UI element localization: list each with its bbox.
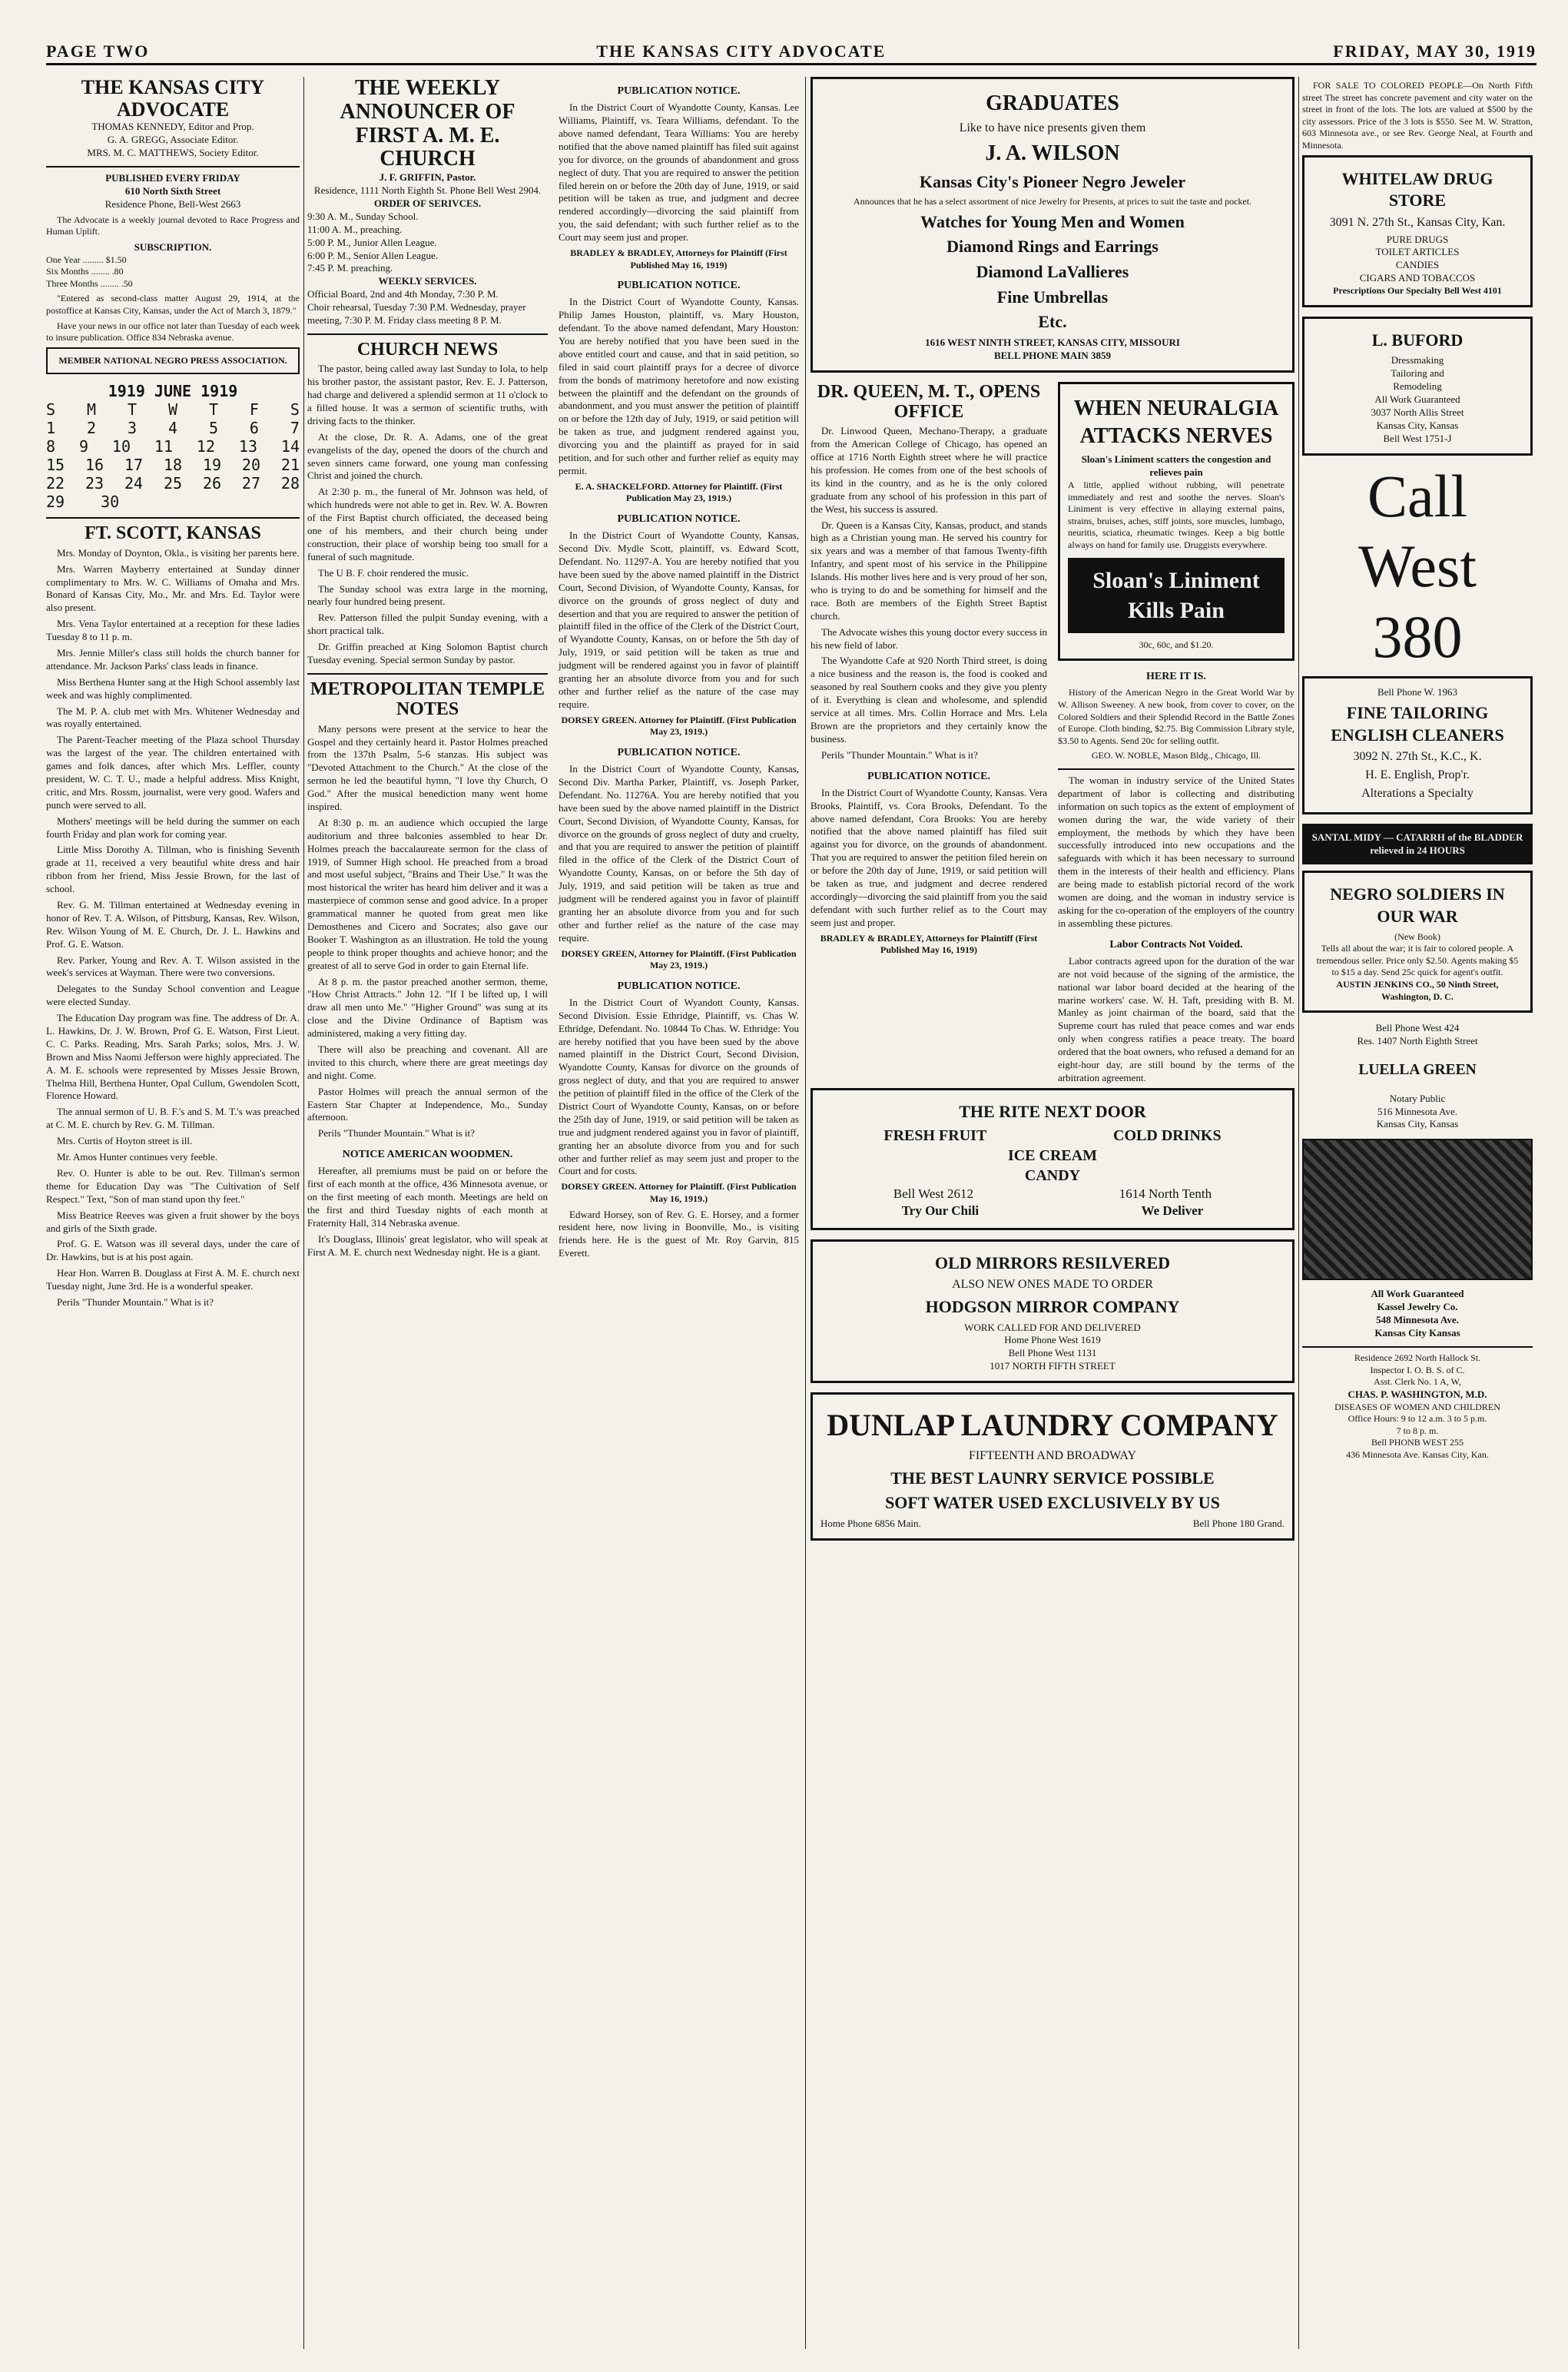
sloans-price: 30c, 60c, and $1.20.: [1139, 639, 1214, 650]
list-item: Kansas City Kansas: [1374, 1327, 1460, 1339]
list-item: Rev. O. Hunter is able to be out. Rev. Tillman's sermon theme for Education Day was "The Cultivation of Self Respect." Text, "Son of man stand upon thy feet.": [46, 1166, 300, 1205]
cal-cell: 3: [127, 419, 138, 438]
list-item: 11:00 A. M., preaching.: [307, 223, 403, 235]
luella-res: Res. 1407 North Eighth Street: [1357, 1035, 1478, 1047]
graduates-ad: [811, 77, 1295, 373]
church-news: [307, 363, 548, 667]
buford-title: L. BUFORD: [1371, 330, 1464, 350]
washington-info: [1302, 1346, 1533, 1388]
here-body: History of the American Negro in the Great World War by W. Allison Sweeney. A new book, from cover to cover, on the Colored Soldiers and their Splendid Record in the Battle Zones of Europe. Cloth binding, $2.75. Big Commission Library style, $3.50 to Agents. Send 20c for selling outfit.: [1058, 687, 1295, 746]
cal-cell: 27: [241, 474, 261, 493]
list-item: Mrs. Warren Mayberry entertained at Sunday dinner complimentary to Mrs. W. C. Williams of Omaha and Mrs. Bonard of Kansas City, Mo., Mr. and Mrs. Ed. Taylor were also present.: [46, 562, 300, 614]
list-item: 3037 North Allis Street: [1371, 406, 1464, 418]
list-item: Miss Berthena Hunter sang at the High School assembly last week and was highly complimented.: [46, 675, 300, 701]
list-item: Office Hours: 9 to 12 a.m. 3 to 5 p.m.: [1348, 1413, 1487, 1425]
list-item: The Parent-Teacher meeting of the Plaza school Thursday was the largest of the year. The children entertained with games and folk dances, after which Mrs. Leffler, county president, W. C. T. U., made a helpful address. Miss Knight, critic, and Mrs. Rossm, journalist, were very good. Wafers and punch were served to all.: [46, 734, 300, 811]
jewelry-line: Watches for Young Men and Women: [920, 211, 1185, 231]
cal-cell: 28: [280, 474, 300, 493]
pastor: J. F. GRIFFIN, Pastor.: [379, 171, 476, 184]
call-ad: [1302, 462, 1533, 671]
cal-cell: 8: [46, 437, 56, 456]
notice-sign: DORSEY GREEN. Attorney for Plaintiff. (First Publication May 23, 1919.): [561, 714, 797, 738]
cal-cell: 5: [208, 419, 218, 438]
list-item: Residence 2692 North Hallock St.: [1354, 1352, 1481, 1363]
luella-ad: [1302, 1022, 1533, 1131]
cal-day: S: [46, 400, 56, 420]
column-1: [46, 77, 300, 2349]
list-item: Bell PHONB WEST 255: [1371, 1437, 1464, 1448]
here-title: HERE IT IS.: [1146, 671, 1206, 683]
list-item: WORK CALLED FOR AND DELIVERED: [964, 1321, 1141, 1333]
list-item: Kassel Jewelry Co.: [1377, 1301, 1458, 1313]
laundry-location: FIFTEENTH AND BROADWAY: [968, 1449, 1137, 1463]
woodmen-title: NOTICE AMERICAN WOODMEN.: [342, 1149, 513, 1161]
luella-sub: Notary Public: [1389, 1092, 1446, 1104]
tailor-ad: [1302, 676, 1533, 814]
list-item: At the close, Dr. R. A. Adams, one of the great evangelists of the day, opened the doors of the church and seven sinners came forward, one young man confessing Christ and joined the church.: [307, 430, 548, 482]
horsey-note: Edward Horsey, son of Rev. G. E. Horsey, and a former resident here, now living in Boonville, Mo., is visiting friends here. He is the guest of Mr. Roy Garvin, 815 Everett.: [559, 1208, 799, 1259]
list-item: Home Phone West 1619: [1004, 1334, 1101, 1346]
tailor-address: 3092 N. 27th St., K.C., K.: [1353, 750, 1482, 764]
rite-fruit: FRESH FRUIT: [883, 1127, 987, 1145]
kassel-ad: [1302, 1288, 1533, 1340]
list-item: Perils "Thunder Mountain." What is it?: [57, 1295, 214, 1308]
list-item: 1017 NORTH FIFTH STREET: [990, 1360, 1116, 1372]
laundry-home-phone: Home Phone 6856 Main.: [820, 1518, 921, 1530]
rite-icecream: ICE CREAM: [1007, 1147, 1098, 1165]
soldiers-ad: [1302, 871, 1533, 1013]
mission: The Advocate is a weekly journal devoted to Race Progress and Human Uplift.: [46, 214, 300, 237]
brooks-notice-sign: BRADLEY & BRADLEY, Attorneys for Plaintiff (First Published May 16, 1919): [820, 932, 1038, 956]
whitelaw-address: 3091 N. 27th St., Kansas City, Kan.: [1329, 215, 1506, 229]
list-item: The Education Day program was fine. The address of Dr. A. L. Hawkins, Dr. J. W. Brown, Prof G. E. Watson, First Lieut. C. C. Parks. Reading, Mrs. Sarah Parks; solos, Mrs. J. W. Brown and Miss Naomi Jefferson were highly appreciated. The A. M. E. schools were represented by Misses Jessie Brown, Thelma Hill, Berthena Hunter, Opal Cullum, Gwendolen Scott, Florence Howard.: [46, 1012, 300, 1102]
cal-cell: 12: [196, 437, 215, 456]
laundry-bell-phone: Bell Phone 180 Grand.: [1192, 1518, 1285, 1530]
list-item: PURE DRUGS: [1386, 233, 1449, 245]
fort-scott-news: [46, 547, 300, 1309]
list-item: 548 Minnesota Ave.: [1376, 1314, 1459, 1326]
notice-sign: DORSEY GREEN. Attorney for Plaintiff. (First Publication May 16, 1919.): [561, 1181, 797, 1204]
fort-scott-title: FT. SCOTT, KANSAS: [46, 517, 300, 543]
neuralgia-body: A little, applied without rubbing, will penetrate immediately and rest and soothe the nerves. Sloan's Liniment is very effective in allaying external pains, strains, bruises, aches, stiff joints, sore muscles, lumbago, neuritis, sciatica, rheumatic twinges. Keep a big bottle always on hand for family use. Druggists everywhere.: [1068, 479, 1285, 551]
staff-2: G. A. GREGG, Associate Editor.: [107, 134, 239, 146]
notice-body: In the District Court of Wyandotte County, Kansas, Second Div. Mydle Scott, plaintiff, vs. Edward Scott, Defendant. No. 11297-A. You are hereby notified that you have been sued by the above named plaintiff in the District Court, Second Division, of Wyandotte County, Kansas, for divorce on the grounds of gross neglect of duty and desertion and that you are required to answer the petition of plaintiff filed in the office of the Clerk of the District Court, of Wyandotte County, Kansas, on or before the 5th day of July, 1919, or said petition will be taken as true and judgment will be rendered against you in favor of plaintiff granting her an absolute divorce from you and for such other and further relief as the nature of the case may require.: [559, 529, 799, 710]
list-item: Remodeling: [1393, 380, 1442, 393]
issue-date: FRIDAY, MAY 30, 1919: [1333, 41, 1537, 61]
list-item: Perils "Thunder Mountain." What is it?: [821, 748, 978, 761]
list-item: Rev. Patterson filled the pulpit Sunday evening, with a short practical talk.: [307, 612, 548, 637]
jeweler-tagline: Kansas City's Pioneer Negro Jeweler: [919, 171, 1186, 191]
cal-cell: 29: [46, 493, 65, 512]
jewelry-illustration: [1302, 1139, 1533, 1280]
list-item: Bell West 1751-J: [1383, 432, 1452, 444]
doctor-hours: [1302, 1413, 1533, 1461]
luella-title: LUELLA GREEN: [1358, 1062, 1477, 1079]
notice-sign: BRADLEY & BRADLEY, Attorneys for Plaintiff (First Published May 16, 1919): [570, 247, 787, 270]
cal-cell: 9: [78, 437, 88, 456]
published: PUBLISHED EVERY FRIDAY: [46, 166, 300, 185]
announcer-title: THE WEEKLY ANNOUNCER OF FIRST A. M. E. CHURCH: [340, 77, 515, 171]
mirror-title: OLD MIRRORS RESILVERED: [934, 1252, 1171, 1272]
list-item: Kansas City, Kansas: [1376, 419, 1459, 431]
list-item: Mr. Amos Hunter continues very feeble.: [57, 1151, 218, 1163]
list-item: TOILET ARTICLES: [1375, 246, 1460, 258]
list-item: Dr. Queen is a Kansas City, Kansas, product, and stands high as a Christian young man. He served his country for six years and was a member of that famous Twenty-fifth Infantry, and spent most of his service in the Philippine Islands. His mother lives here and is very proud of her son, who is trying to do and be something for himself and the race. Both are members of the Eighth Street Baptist church.: [811, 519, 1047, 622]
subscription-1: One Year ......... $1.50: [46, 254, 127, 265]
cal-cell: 16: [85, 456, 104, 475]
page-label: PAGE TWO: [46, 41, 150, 61]
soldiers-body: Tells all about the war; it is fair to colored people. A tremendous seller. Price only $2.50. Agents making $5 to $15 a day. Send 25c quick for agent's outfit.: [1316, 943, 1519, 978]
brooks-notice-body: In the District Court of Wyandotte County, Kansas. Vera Brooks, Plaintiff, vs. Cora Brooks, Defendant. To the above named defendant, Cora Brooks: You are hereby notified that the above named plaintiff has filed suit against you for divorce, on the grounds of abandonment. That you are required to answer the petition filed herein on or before the 20th day of June, 1919, or said petition will be taken as true, and judgment and decree rendered accordingly—divorcing the said plaintiff from you the said defendant with such further relief as to the Court may seem just and proper.: [811, 786, 1047, 928]
list-item: Inspector I. O. B. S. of C.: [1370, 1364, 1465, 1375]
laundry-title: DUNLAP LAUNDRY COMPANY: [827, 1408, 1278, 1443]
list-item: Mrs. Vena Taylor entertained at a reception for these ladies Tuesday 8 to 11 p. m.: [46, 618, 300, 643]
tailor-slogan: Alterations a Specialty: [1361, 786, 1474, 800]
list-item: The annual sermon of U. B. F.'s and S. M. T.'s was preached at C. M. E. church by Rev. G. M. Tillman.: [46, 1106, 300, 1131]
labor-title: Labor Contracts Not Voided.: [1109, 938, 1243, 950]
entered-note: "Entered as second-class matter August 29, 1914, at the postoffice at Kansas City, Kansas, under the Act of March 3, 1879.": [46, 293, 300, 316]
list-item: Dressmaking: [1391, 354, 1444, 367]
woman-article: The woman in industry service of the United States department of labor is collecting and distributing information on such topics as the extent of employment of women during the war, the wide variety of their employment, the methods by which they have been successfully introduced into new occupations and the safeguards with which it has been necessary to surround them in the interests of their health and efficiency. Plans are being made to establish pictorial record of the work women are doing, and the woman in industry service is asking for the co-operation of the employers of the country in assembling these pictures.: [1058, 768, 1295, 931]
list-item: Miss Beatrice Reeves was given a fruit shower by the boys and girls of the Sixth grade.: [46, 1209, 300, 1234]
paper-title: THE KANSAS CITY ADVOCATE: [81, 77, 265, 121]
sloans-logo: Sloan's Liniment Kills Pain: [1068, 558, 1285, 633]
cal-day: F: [249, 400, 259, 420]
here-sign: GEO. W. NOBLE, Mason Bldg., Chicago, Ill.: [1091, 750, 1261, 761]
member-box: MEMBER NATIONAL NEGRO PRESS ASSOCIATION.: [46, 347, 300, 375]
list-item: There will also be preaching and covenant. All are invited to this church, where there are great meetings day and night. Come.: [307, 1043, 548, 1081]
queen-news: [811, 425, 1047, 761]
cal-cell: 6: [249, 419, 259, 438]
list-item: Pastor Holmes will preach the annual sermon of the Eastern Star Chapter at Independence, Mo., Sunday afternoon.: [307, 1085, 548, 1123]
list-item: Mrs. Monday of Doynton, Okla., is visiting her parents here.: [57, 546, 300, 559]
cal-cell: 24: [124, 474, 144, 493]
notice-title: PUBLICATION NOTICE.: [617, 746, 741, 758]
cal-cell: 21: [280, 456, 300, 475]
cal-cell: 7: [290, 419, 300, 438]
subscription-3: Three Months ........ .50: [46, 277, 133, 289]
list-item: Hear Hon. Warren B. Douglass at First A. M. E. church next Tuesday night, June 3rd. He is a wonderful speaker.: [46, 1267, 300, 1292]
tailor-title: FINE TAILORING ENGLISH CLEANERS: [1331, 703, 1504, 745]
calendar: [46, 382, 300, 511]
list-item: Delegates to the Sunday School convention and League were elected Sunday.: [46, 983, 300, 1008]
weekly-title: WEEKLY SERVICES.: [378, 275, 477, 287]
cal-cell: 25: [163, 474, 183, 493]
list-item: Perils "Thunder Mountain." What is it?: [318, 1127, 475, 1140]
whitelaw-foot: Prescriptions Our Specialty Bell West 4101: [1333, 285, 1502, 297]
whitelaw-ad: [1302, 155, 1533, 307]
list-item: At 2:30 p. m., the funeral of Mr. Johnson was held, of which hundreds were not able to get in. Rev. W. A. Bowren of the First Baptist church officiated, the deceased being one of his members, and their church being under construction, their place of worship being too small for a funeral of such magnitude.: [307, 486, 548, 562]
call-number: 380: [1372, 603, 1463, 671]
cal-cell: 19: [202, 456, 222, 475]
list-item: The U B. F. choir rendered the music.: [318, 566, 469, 579]
jewelry-line: Diamond Rings and Earrings: [946, 237, 1159, 257]
list-item: Rev. G. M. Tillman entertained at Wednesday evening in honor of Rev. T. A. Wilson, of Pittsburg, Kansas, Rev. Wilson, Rev. Wilson Young of M. E. Church, Dr. J. L. Hawkins and Prof. G. E. Watson.: [46, 899, 300, 950]
cal-cell: 22: [46, 474, 65, 493]
cal-cell: 26: [202, 474, 222, 493]
brooks-notice-title: PUBLICATION NOTICE.: [867, 770, 990, 782]
rite-phone: Bell West 2612: [893, 1186, 973, 1202]
list-item: CIGARS AND TOBACCOS: [1359, 272, 1476, 284]
whitelaw-title: WHITELAW DRUG STORE: [1341, 168, 1493, 211]
soldiers-title: NEGRO SOLDIERS IN OUR WAR: [1330, 884, 1505, 927]
rite-chili: Try Our Chili: [901, 1203, 980, 1219]
church-news-title: CHURCH NEWS: [307, 333, 548, 360]
mirror-sub: ALSO NEW ONES MADE TO ORDER: [952, 1278, 1153, 1292]
cal-cell: 23: [85, 474, 104, 493]
buford-lines: [1312, 354, 1523, 393]
list-item: All Work Guaranteed: [1374, 393, 1460, 405]
mirror-ad: [811, 1239, 1295, 1384]
rite-deliver: We Deliver: [1141, 1203, 1204, 1219]
column-4: [811, 77, 1295, 2349]
cal-cell: 30: [101, 493, 120, 512]
services-list: [307, 211, 548, 275]
column-2: [307, 77, 799, 2349]
rite-address: 1614 North Tenth: [1119, 1186, 1212, 1202]
jewelry-line: Diamond LaVallieres: [976, 261, 1129, 281]
list-item: The pastor, being called away last Sunday to Iola, to help his brother pastor, the assistant pastor, Rev. E. J. Patterson, had charge and delivered a splendid sermon at 11 o'clock to a filled house. It was a sermon of scientific truths, with driving facts to the thinker.: [307, 363, 548, 426]
list-item: Mrs. Jennie Miller's class still holds the church banner for attendance. Mr. Jackson Parks' class leads in finance.: [46, 646, 300, 672]
labor-body: Labor contracts agreed upon for the duration of the war are not void because of the signing of the armistice, the national war labor board decided at the hearing of the marine workers' case. W. H. Taft, presiding with B. M. Manley as joint chairman of the board, said that the Supreme court has ruled that peace comes and war ends only when congress ratifies a peace treaty. The board ordered that the boat owners, who refused a demand for an eight-hour day, are still bound by the terms of the arbitration agreement.: [1058, 954, 1295, 1083]
for-sale: FOR SALE TO COLORED PEOPLE—On North Fifth street The street has concrete pavement and city water on the street in front of the lots. The lots are valued at $500 by the city assessors. Price of the 3 lots is $550. See M. W. Stratton, 603 Minnesota ave., or see Rev. George Neal, at Fourth and Minnesota.: [1302, 80, 1533, 151]
luella-address: [1302, 1106, 1533, 1132]
cal-cell: 20: [241, 456, 261, 475]
laundry-ad: [811, 1392, 1295, 1541]
list-item: Dr. Griffin preached at King Solomon Baptist church Tuesday evening. Special sermon Sunday by pastor.: [307, 641, 548, 665]
cal-cell: 18: [163, 456, 183, 475]
jewelry-line: Fine Umbrellas: [996, 287, 1109, 307]
cal-day: S: [290, 400, 300, 420]
cal-day: M: [86, 400, 97, 420]
notice-title: PUBLICATION NOTICE.: [617, 980, 741, 992]
list-item: 7 to 8 p. m.: [1396, 1425, 1439, 1436]
rite-drinks: COLD DRINKS: [1113, 1127, 1222, 1145]
list-item: The Wyandotte Cafe at 920 North Third street, is doing a nice business and the reason is, the food is cooked and seasoned by real Southern cooks and they give you plenty of it. Everything is clean and wholesome, and splendid service at all times. Mrs. Collin Horrace and Mrs. Lela Brown are the proprietors and they certainly know the business.: [811, 655, 1047, 745]
list-item: Official Board, 2nd and 4th Monday, 7:30 P. M.: [307, 288, 499, 300]
notice-sign: E. A. SHACKELFORD. Attorney for Plaintiff. (First Publication May 23, 1919.): [575, 480, 783, 504]
metro-title: METROPOLITAN TEMPLE NOTES: [307, 673, 548, 720]
news-note: Have your news in our office not later than Tuesday of each week to insure publication. Office 834 Nebraska avenue.: [46, 320, 300, 343]
publication-notices: [559, 85, 799, 1206]
queen-title: DR. QUEEN, M. T., OPENS OFFICE: [817, 381, 1041, 422]
doctor-title: CHAS. P. WASHINGTON, M.D.: [1348, 1388, 1487, 1400]
neuralgia-sub: Sloan's Liniment scatters the congestion and relieves pain: [1081, 453, 1271, 479]
subscription-2: Six Months ........ .80: [46, 266, 124, 277]
mirror-company: HODGSON MIRROR COMPANY: [925, 1296, 1180, 1316]
notice-sign: DORSEY GREEN, Attorney for Plaintiff. (First Publication May 23, 1919.): [561, 947, 797, 971]
list-item: The Advocate wishes this young doctor every success in his new field of labor.: [811, 625, 1047, 651]
douglass-note: It's Douglass, Illinois' great legislator, who will speak at First A. M. E. church next Wednesday night. He is a giant.: [307, 1232, 548, 1258]
notice-body: In the District Court of Wyandotte County, Kansas, Second Div. Martha Parker, Plaintiff, vs. Joseph Parker, Defendant. No. 11276A. You are hereby notified that you have been sued by the above named plaintiff in the District Court, Second Division, of Wyandotte County, Kansas, for divorce on the grounds of gross neglect of duty and cruelty, and that you are required to answer the petition of plaintiff filed in the office of the Clerk of the District Court of Wyandotte County, Kansas, on or before the 5th day of July, 1919, and said petition will be taken as true and judgment will be rendered against you in favor of plaintiff granting her an absolute divorce from you and for such other and further relief as the nature of the case may require.: [559, 763, 799, 944]
notice-title: PUBLICATION NOTICE.: [617, 85, 741, 97]
notice-title: PUBLICATION NOTICE.: [617, 513, 741, 526]
cal-cell: 4: [167, 419, 177, 438]
staff-1: THOMAS KENNEDY, Editor and Prop.: [91, 121, 254, 133]
graduates-intro: Like to have nice presents given them: [959, 121, 1146, 135]
notice-body: In the District Court of Wyandott County, Kansas. Second Division. Essie Ethridge, Plaintiff, vs. Chas W. Ethridge, Defendant. No. 10844 To Chas. W. Ethridge: You are hereby notified that you have been sued by the above named plaintiff in the District Court, Second Division, Wyandotte County, Kansas for divorce on the grounds of gross neglect of duty, and that you are required to answer the petition of plaintiff filed in the office of the Clerk of the District Court of Wyandotte County, Kansas, on or before the 25th day of June, 1919, or said petition will be taken as true and judgment rendered against you in favor of plaintiff, granting her an absolute divorce from you and for such other and further relief as may seem just and proper to the Court and for costs.: [559, 996, 799, 1177]
paper-name: THE KANSAS CITY ADVOCATE: [596, 41, 887, 61]
buford-ad: [1302, 317, 1533, 456]
notice-body: In the District Court of Wyandotte County, Kansas. Lee Williams, Plaintiff, vs. Teara Williams, defendant. To the above named defendant, Teara Williams: You are hereby notified that the above named plaintiff has filed suit against you for divorce, on the grounds of abandonment and gross neglect of duty. That you are required to answer the petition filed herein on or before the 20th day of June, 1919, or said petition will be taken as true, and judgment and decree rendered accordingly—divorcing the said plaintiff from you, the said defendant; with such further relief as to the Court may seem just and proper.: [559, 101, 799, 244]
list-item: 7:45 P. M. preaching.: [307, 262, 393, 274]
list-item: Dr. Linwood Queen, Mechano-Therapy, a graduate from the American College of Chicago, has opened an office at 1716 North Eighth street where he will practice his profession. He comes from one of the best schools of its kind in the country, and as he is the only colored graduate from any school of his profession in this part of the West, his success is assured.: [811, 425, 1047, 515]
neuralgia-title: WHEN NEURALGIA ATTACKS NERVES: [1073, 396, 1279, 448]
list-item: Prof. G. E. Watson was ill several days, under the care of Dr. Hawkins, but is at his post again.: [46, 1238, 300, 1263]
phone: Residence Phone, Bell-West 2663: [104, 197, 241, 210]
sloans-ad: [1058, 382, 1295, 662]
list-item: The Sunday school was extra large in the morning, nearly four hundred being present.: [307, 582, 548, 608]
tailor-owner: H. E. English, Prop'r.: [1365, 768, 1470, 782]
soldiers-sign: AUSTIN JENKINS CO., 50 Ninth Street, Washington, D. C.: [1336, 979, 1499, 1002]
luella-phone: Bell Phone West 424: [1375, 1022, 1460, 1034]
mirror-lines: [820, 1322, 1285, 1374]
list-item: Kansas City, Kansas: [1376, 1118, 1459, 1130]
weekly-list: [307, 288, 548, 327]
laundry-line: SOFT WATER USED EXCLUSIVELY BY US: [885, 1493, 1220, 1513]
cal-day: T: [208, 400, 218, 420]
order-title: ORDER OF SERIVCES.: [373, 197, 482, 209]
residence: Residence, 1111 North Eighth St. Phone Bell West 2904.: [313, 184, 542, 197]
cal-cell: 11: [154, 437, 173, 456]
list-item: Mrs. Curtis of Hoyton street is ill.: [57, 1135, 193, 1147]
list-item: Choir rehearsal, Tuesday 7:30 P.M. Wednesday, prayer meeting, 7:30 P. M. Friday class meeting 8 P. M.: [307, 301, 526, 326]
santal-ad: SANTAL MIDY — CATARRH of the BLADDER relieved in 24 HOURS: [1302, 824, 1533, 865]
jeweler-phone: BELL PHONE MAIN 3859: [993, 349, 1112, 361]
cal-cell: 13: [238, 437, 257, 456]
list-item: Asst. Clerk No. 1 A, W,: [1374, 1376, 1461, 1388]
jeweler-name: J. A. WILSON: [985, 141, 1120, 166]
whitelaw-lines: [1312, 234, 1523, 286]
list-item: Rev. Parker, Young and Rev. A. T. Wilson assisted in the week's services at Wayman. There were two conversions.: [46, 954, 300, 979]
cal-day: W: [167, 400, 177, 420]
jeweler-announce: Announces that he has a select assortment of nice Jewelry for Presents, at prices to suit the taste and pocket.: [853, 196, 1252, 207]
buford-foot: [1312, 393, 1523, 446]
cal-cell: 2: [86, 419, 97, 438]
list-item: The M. P. A. club met with Mrs. Whitener Wednesday and was royally entertained.: [46, 705, 300, 730]
cal-cell: 10: [111, 437, 131, 456]
staff-3: MRS. M. C. MATTHEWS, Society Editor.: [87, 146, 259, 158]
list-item: Many persons were present at the service to hear the Gospel and they certainly heard it. Pastor Holmes preached from the 137th Psalm, 5-6 stanzas. His subject was "Devoted Attachment to the Church." At the close of the sermon he led the beautiful hymn, "I love thy Church, O God." After the musical benediction many went home inspired.: [307, 722, 548, 812]
list-item: 6:00 P. M., Senior Allen League.: [307, 249, 439, 261]
list-item: 5:00 P. M., Junior Allen League.: [307, 236, 437, 248]
rite-title: THE RITE NEXT DOOR: [959, 1101, 1146, 1121]
column-6: [1302, 77, 1533, 2349]
call-west: West: [1357, 532, 1477, 600]
tailor-phone: Bell Phone W. 1963: [1377, 686, 1457, 698]
list-item: Bell Phone West 1131: [1008, 1347, 1097, 1359]
cal-cell: 17: [124, 456, 144, 475]
soldiers-sub: (New Book): [1394, 931, 1440, 942]
list-item: All Work Guaranteed: [1371, 1288, 1464, 1300]
cal-cell: 15: [46, 456, 65, 475]
list-item: Little Miss Dorothy A. Tillman, who is finishing Seventh grade at 11, received a very beautiful white dress and hair ribbon from her friend, Miss Jessie Brown, for the last of school.: [46, 844, 300, 895]
list-item: 436 Minnesota Ave. Kansas City, Kan.: [1346, 1448, 1489, 1460]
subscription-title: SUBSCRIPTION.: [134, 241, 212, 253]
list-item: 9:30 A. M., Sunday School.: [307, 210, 419, 222]
metro-notes: [307, 723, 548, 1141]
list-item: 516 Minnesota Ave.: [1377, 1105, 1458, 1117]
graduates-title: GRADUATES: [986, 91, 1119, 115]
woodmen-body: Hereafter, all premiums must be paid on or before the first of each month at the office, 436 Minnesota avenue, or on the first meeting of each month. Meetings are held on the first and third Tuesday nights of each month at Fraternity Hall, 314 Nebraska avenue.: [307, 1165, 548, 1229]
doctor-sub: DISEASES OF WOMEN AND CHILDREN: [1334, 1401, 1500, 1412]
address: 610 North Sixth Street: [124, 184, 221, 197]
cal-cell: 14: [280, 437, 300, 456]
call-word: Call: [1367, 462, 1467, 529]
masthead: [46, 38, 1537, 65]
cal-cell: 1: [46, 419, 56, 438]
list-item: Tailoring and: [1391, 367, 1444, 380]
notice-title: PUBLICATION NOTICE.: [617, 280, 741, 292]
laundry-line: THE BEST LAUNRY SERVICE POSSIBLE: [890, 1468, 1215, 1488]
cal-day: T: [127, 400, 138, 420]
rite-ad: [811, 1088, 1295, 1230]
jeweler-address: 1616 WEST NINTH STREET, KANSAS CITY, MISSOURI: [925, 336, 1180, 348]
list-item: Mothers' meetings will be held during the summer on each fourth Friday and plan work for coming year.: [46, 814, 300, 840]
jewelry-line: Etc.: [1038, 312, 1067, 332]
list-item: At 8 p. m. the pastor preached another sermon, theme, "How Christ Attracts." John 12. "If I be lifted up, I will draw all men unto Me." "Higher Ground" was sung at its close and the Divine Ordinance of Baptism was administered, making a very fitting day.: [307, 975, 548, 1040]
calendar-title: 1919 JUNE 1919: [108, 382, 238, 401]
rite-candy: CANDY: [1024, 1167, 1081, 1185]
list-item: At 8:30 p. m. an audience which occupied the large auditorium and three balconies assembled to hear Dr. Holmes preach the baccalaureate sermon for the class of 1919, of Sumner High school. He preached from a broad and most useful subject, "Brains and Their Use." It was the most historical the writer has heard him deliver and it was a masterpiece of common sense and good advice. In a proper grammatical manner he quoted from great men like Demosthenes and Cicero and Socrates; also gave our Booker T. Washington as an illustration. He told the young people to think proper thoughts and achieve honor; and the greatest of all to serve God in order to gain Eternal life.: [307, 816, 548, 971]
list-item: CANDIES: [1395, 259, 1440, 271]
notice-body: In the District Court of Wyandotte County, Kansas. Philip James Houston, plaintiff, vs. Mary Houston, defendant. To the above named defendant, Mary Houston: You are hereby notified that you have been sued in the above entitled court and cause, and that in said petition, so filed in said court plaintiff prays for a decree of divorce from the bonds of matrimony heretofore and now existing between the plaintiff and the defendant on the grounds of abandonment, and you must answer the petition of plaintiff on or before the 12th day of July, 1919, or said petition will be taken as true, and judgment rendered against you, divorcing you and the plaintiff as prayed for in said petition, and for such other and further relief as equity may permit.: [559, 296, 799, 476]
